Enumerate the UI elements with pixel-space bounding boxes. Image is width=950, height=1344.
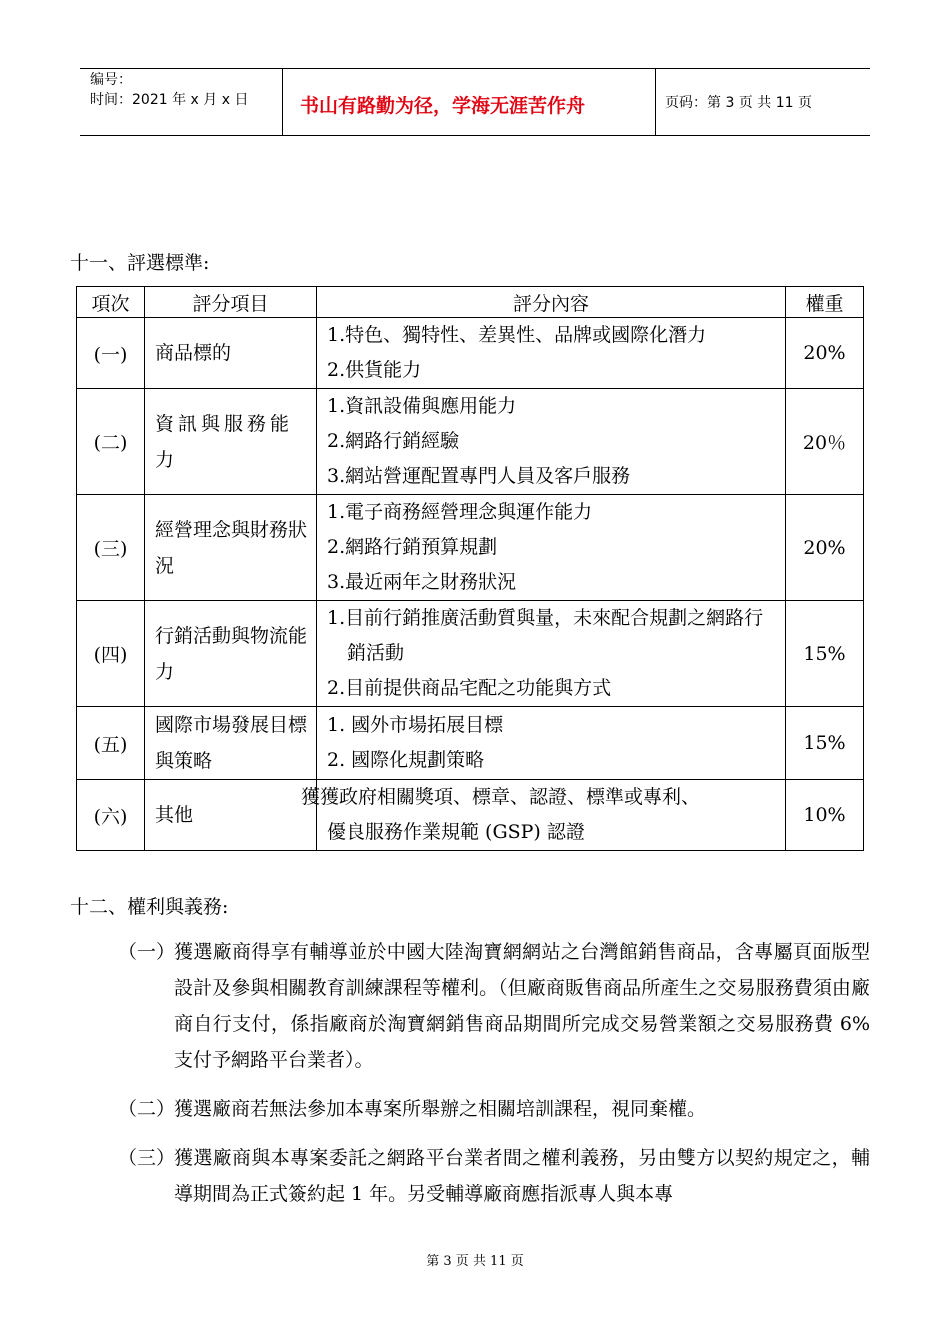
row-content (301, 780, 786, 851)
row-item: 其他 (145, 780, 317, 851)
row-weight: 20% (786, 318, 864, 389)
header-motto: 书山有路勤为径，学海无涯苦作舟 (300, 95, 586, 117)
row-no: (三) (77, 495, 145, 601)
clause-text: 獲選廠商若無法參加本專案所舉辦之相關培訓課程，視同棄權。 (174, 1098, 707, 1120)
content-line: 2.供貨能力 (327, 359, 422, 381)
content-line: 3.網站營運配置專門人員及客戶服務 (327, 465, 631, 487)
row-no: (二) (77, 389, 145, 495)
table-row (77, 601, 864, 707)
content-line: 優良服務作業規範 (GSP) 認證 (327, 821, 585, 843)
row-item: 商品標的 (145, 318, 317, 389)
clause-3 (118, 1140, 870, 1212)
row-content (317, 707, 786, 780)
row-item: 行銷活動與物流能力 (145, 601, 317, 707)
row-item: 國際市場發展目標與策略 (145, 707, 317, 780)
content-line: 1.電子商務經營理念與運作能力 (327, 501, 593, 523)
clause-text: 獲選廠商與本專案委託之網路平台業者間之權利義務，另由雙方以契約規定之，輔導期間為正式簽約起 1 年。另受輔導廠商應指派專人與本專 (174, 1147, 870, 1205)
clause-2 (118, 1091, 870, 1127)
row-content (317, 318, 786, 389)
content-line: 2.網路行銷預算規劃 (327, 536, 498, 558)
table-row (77, 318, 864, 389)
row-weight: 15% (786, 707, 864, 780)
header-divider-left (282, 68, 283, 135)
clause-number: （一） (118, 941, 176, 963)
criteria-table (76, 286, 864, 851)
content-line: 2.目前提供商品宅配之功能與方式 (327, 677, 612, 699)
header-cell-item: 評分項目 (145, 287, 317, 318)
header-bottom-rule (80, 135, 870, 136)
clause-number: （三） (118, 1147, 176, 1169)
content-line: 3.最近兩年之財務狀況 (327, 571, 517, 593)
page-footer: 第 3 页 共 11 页 (426, 1254, 524, 1269)
clause-text: 獲選廠商得享有輔導並於中國大陸淘寶網網站之台灣館銷售商品，含專屬頁面版型設計及參與相關教育訓練課程等權利。（但廠商販售商品所產生之交易服務費須由廠商自行支付，係指廠商於淘寶網銷售商品期間所完成交易營業額之交易服務費 6%支付予網路平台業者）。 (174, 941, 870, 1071)
section-11-title: 十一、評選標準: (70, 252, 210, 274)
header-number-label: 编号： (90, 72, 132, 88)
clause-number: （二） (118, 1098, 176, 1120)
header-cell-weight: 權重 (786, 287, 864, 318)
row-no: (五) (77, 707, 145, 780)
table-row (77, 707, 864, 780)
content-line: 1.特色、獨特性、差異性、品牌或國際化潛力 (327, 324, 707, 346)
clause-1 (118, 934, 870, 1078)
row-content (317, 495, 786, 601)
header-divider-right (655, 68, 656, 135)
table-row (77, 495, 864, 601)
row-content (317, 389, 786, 495)
header-top-rule (80, 68, 870, 69)
header-cell-content: 評分內容 (317, 287, 786, 318)
row-item: 資訊與服務能力 (145, 389, 317, 495)
content-line: 1. 國外市場拓展目標 (327, 714, 504, 736)
row-no: (一) (77, 318, 145, 389)
table-row (77, 780, 864, 851)
header-page-label: 页码：第 3 页 共 11 页 (665, 95, 812, 111)
table-row (77, 389, 864, 495)
content-line: 2. 國際化規劃策略 (327, 749, 485, 771)
header-cell-no: 項次 (77, 287, 145, 318)
header-date-label: 时间：2021 年 x 月 x 日 (90, 92, 249, 108)
row-weight: 20％ (786, 389, 864, 495)
section-12-title: 十二、權利與義務: (70, 896, 229, 918)
content-line: 獲獲政府相關獎項、標章、認證、標準或專利、 (301, 786, 701, 808)
row-content (317, 601, 786, 707)
row-weight: 10% (786, 780, 864, 851)
table-header-row (77, 287, 864, 318)
content-line: 2.網路行銷經驗 (327, 430, 460, 452)
content-line: 1.資訊設備與應用能力 (327, 395, 517, 417)
row-weight: 20% (786, 495, 864, 601)
row-no: (四) (77, 601, 145, 707)
row-weight: 15% (786, 601, 864, 707)
content-line: 1.目前行銷推廣活動質與量，未來配合規劃之網路行銷活動 (327, 607, 764, 664)
row-item: 經營理念與財務狀況 (145, 495, 317, 601)
row-no: (六) (77, 780, 145, 851)
